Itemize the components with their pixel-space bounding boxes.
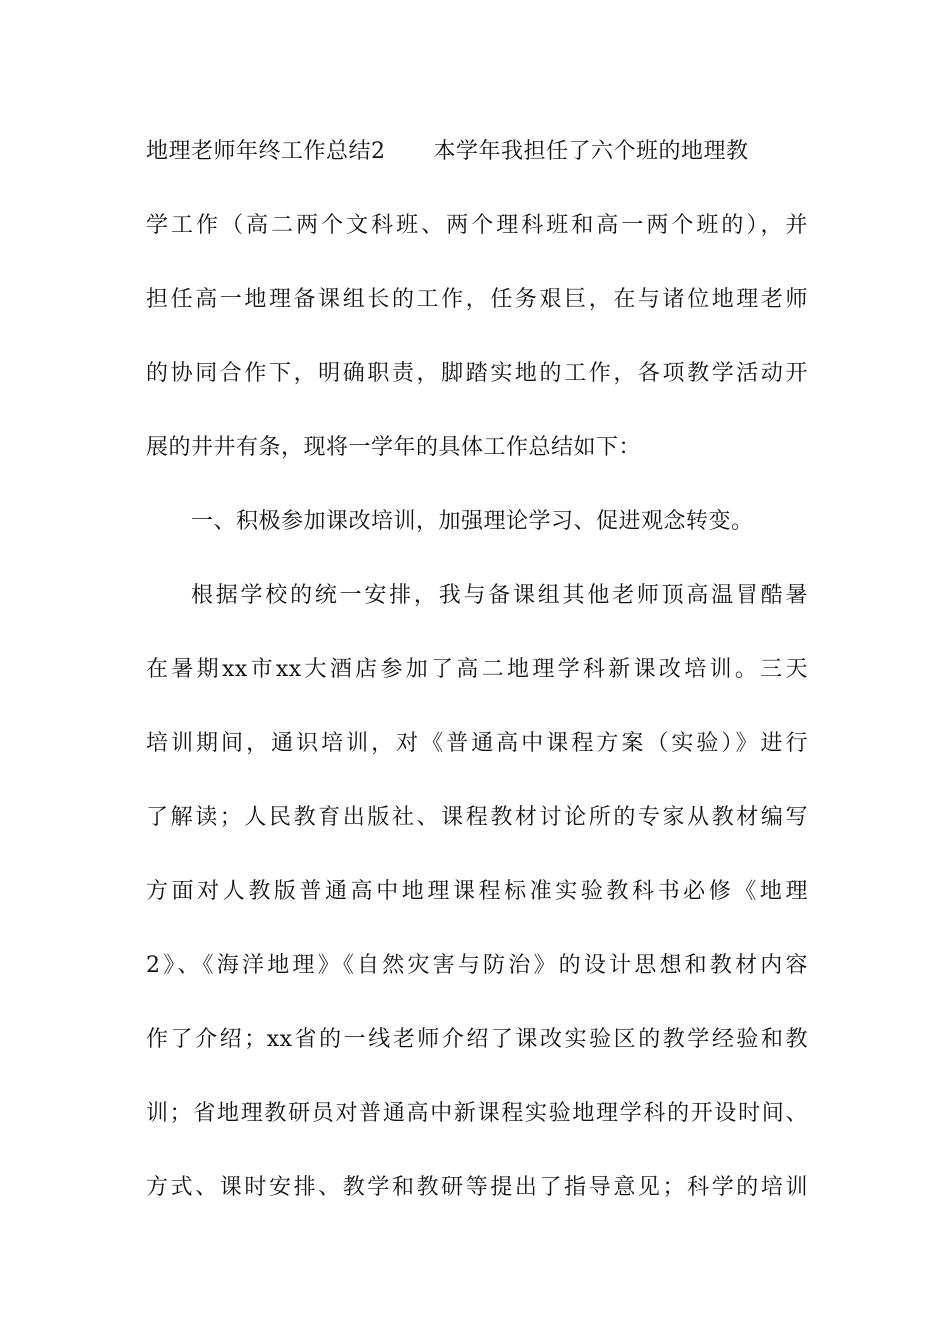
text-line-1-body: 本学年我担任了六个班的地理教 [433,139,749,164]
text-line-14: 训；省地理教研员对普通高中新课程实验地理学科的开设时间、 [146,1101,808,1126]
text-line-2: 学工作（高二两个文科班、两个理科班和高一两个班的），并 [146,213,808,238]
document-body [146,128,808,1238]
text-line-10: 了解读；人民教育出版社、课程教材讨论所的专家从教材编写 [146,805,808,830]
text-line-9: 培训期间，通识培训，对《普通高中课程方案（实验）》进行 [146,731,808,756]
text-line-11: 方面对人教版普通高中地理课程标准实验教科书必修《地理 [146,879,808,904]
document-title: 地理老师年终工作总结2 [146,139,386,164]
text-line-1 [146,128,808,202]
text-line-4: 的协同合作下，明确职责，脚踏实地的工作，各项教学活动开 [146,361,808,386]
text-line-5: 展的井井有条，现将一学年的具体工作总结如下： [146,435,642,460]
text-line-7: 根据学校的统一安排，我与备课组其他老师顶高温冒酷暑 [191,583,808,608]
section-heading-1: 一、积极参加课改培训，加强理论学习、促进观念转变。 [191,509,754,534]
text-line-8: 在暑期xx市xx大酒店参加了高二地理学科新课改培训。三天 [146,657,808,682]
text-line-15: 方式、课时安排、教学和教研等提出了指导意见；科学的培训 [146,1175,808,1200]
text-line-3: 担任高一地理备课组长的工作，任务艰巨，在与诸位地理老师 [146,287,808,312]
text-line-13: 作了介绍；xx省的一线老师介绍了课改实验区的教学经验和教 [146,1027,808,1052]
text-line-12: 2》、《海洋地理》《自然灾害与防治》的设计思想和教材内容 [146,953,808,978]
